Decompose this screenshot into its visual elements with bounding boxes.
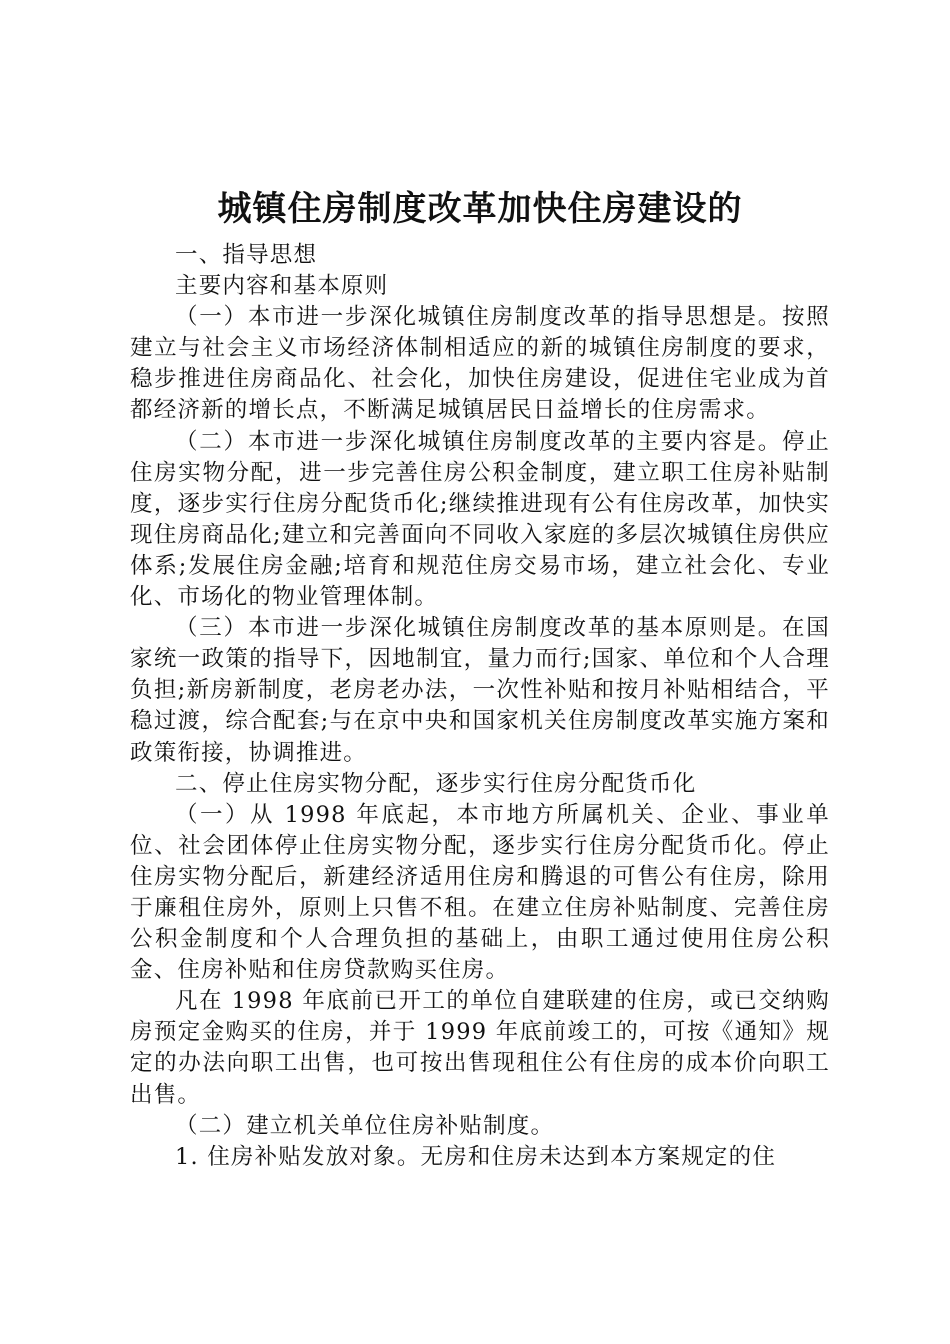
paragraph-stop-allocation: （一）从 1998 年底起，本市地方所属机关、企业、事业单位、社会团体停止住房实物分配，逐步实行住房分配货币化。停止住房实物分配后，新建经济适用住房和腾退的可售公有住房，除用于廉租住房外，原则上只售不租。在建立住房补贴制度、完善住房公积金制度和个人合理负担的基础上，由职工通过使用住房公积金、住房补贴和住房贷款购买住房。 [130,801,830,984]
paragraph-heading-2: 二、停止住房实物分配，逐步实行住房分配货币化 [175,770,697,797]
paragraph-heading-1: 一、指导思想 [175,242,318,268]
paragraph-before-1998: 凡在 1998 年底前已开工的单位自建联建的住房，或已交纳购房预定金购买的住房，并于 1999 年底前竣工的，可按《通知》规定的办法向职工出售，也可按出售现租住公有住房的成本价向职工出售。 [130,988,830,1108]
paragraph-guiding-thought: （一）本市进一步深化城镇住房制度改革的指导思想是。按照建立与社会主义市场经济体制相适应的新的城镇住房制度的要求，稳步推进住房商品化、社会化，加快住房建设，促进住宅业成为首都经济新的增长点，不断满足城镇居民日益增长的住房需求。 [130,304,830,424]
document-title: 城镇住房制度改革加快住房建设的 [217,189,743,229]
paragraph-subsidy-system: （二）建立机关单位住房补贴制度。 [175,1112,555,1139]
paragraph-main-content: （二）本市进一步深化城镇住房制度改革的主要内容是。停止住房实物分配，进一步完善住房公积金制度，建立职工住房补贴制度，逐步实行住房分配货币化;继续推进现有公有住房改革，加快实现住房商品化;建立和完善面向不同收入家庭的多层次城镇住房供应体系;发展住房金融;培育和规范住房交易市场，建立社会化、专业化、市场化的物业管理体制。 [130,428,830,611]
paragraph-subheading: 主要内容和基本原则 [175,273,389,300]
paragraph-basic-principle: （三）本市进一步深化城镇住房制度改革的基本原则是。在国家统一政策的指导下，因地制宜，量力而行;国家、单位和个人合理负担;新房新制度，老房老办法，一次性补贴和按月补贴相结合，平稳过渡，综合配套;与在京中央和国家机关住房制度改革实施方案和政策衔接，协调推进。 [130,615,830,766]
paragraph-subsidy-target: 1. 住房补贴发放对象。无房和住房未达到本方案规定的住 [175,1143,777,1170]
document-body [130,186,830,1173]
